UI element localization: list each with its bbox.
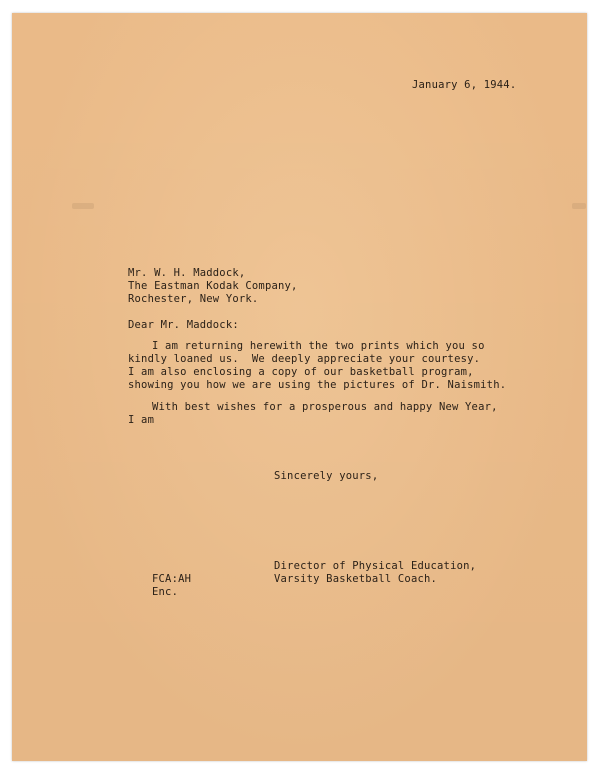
paper-blemish — [72, 203, 94, 209]
reference-initials: FCA:AH — [152, 573, 192, 585]
letter-page — [12, 13, 587, 761]
body-line: I am — [128, 414, 155, 426]
salutation: Dear Mr. Maddock: — [128, 319, 239, 331]
body-line: With best wishes for a prosperous and happy New Year, — [152, 401, 498, 413]
paper-blemish — [572, 203, 586, 209]
body-line: I am also enclosing a copy of our basketball program, — [128, 366, 474, 378]
recipient-company: The Eastman Kodak Company, — [128, 280, 298, 292]
closing: Sincerely yours, — [274, 470, 379, 482]
signature-title-2: Varsity Basketball Coach. — [274, 573, 438, 585]
body-line: kindly loaned us. We deeply appreciate your courtesy. — [128, 353, 481, 365]
recipient-city: Rochester, New York. — [128, 293, 259, 305]
enclosure-note: Enc. — [152, 586, 179, 598]
recipient-name: Mr. W. H. Maddock, — [128, 267, 246, 279]
body-line: I am returning herewith the two prints which you so — [152, 340, 485, 352]
letter-date: January 6, 1944. — [412, 79, 517, 91]
signature-title: Director of Physical Education, — [274, 560, 477, 572]
body-line: showing you how we are using the pictures of Dr. Naismith. — [128, 379, 507, 391]
